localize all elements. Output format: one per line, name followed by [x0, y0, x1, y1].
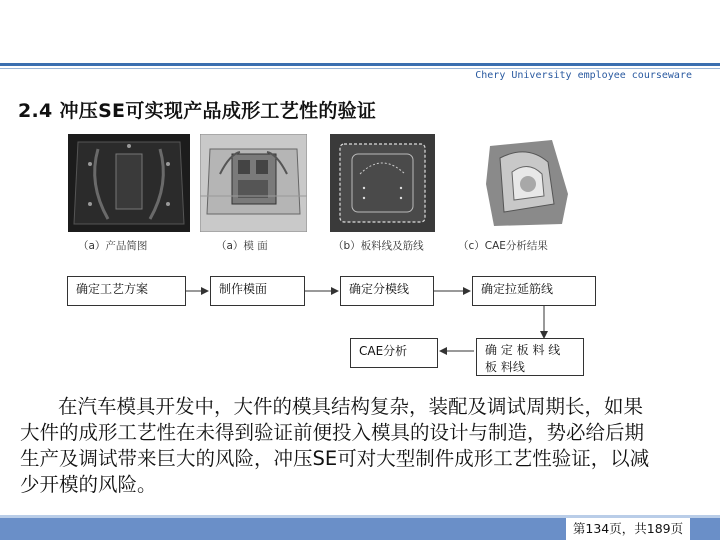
flow-step-blank-line: 确 定 板 料 线 板 料线 [476, 338, 584, 376]
flow-step-parting-line: 确定分模线 [340, 276, 434, 306]
flow-step-process-plan: 确定工艺方案 [67, 276, 186, 306]
figure-caption-product: （a）产品简图 [78, 240, 148, 252]
figure-caption-blank-line: （b）板料线及筋线 [333, 240, 424, 252]
page-number: 第134页，共189页 [566, 518, 690, 540]
slide-title: 2.4 冲压SE可实现产品成形工艺性的验证 [18, 100, 377, 122]
flow-step-cae: CAE分析 [350, 338, 438, 368]
flow-step-draw-bead: 确定拉延筋线 [472, 276, 596, 306]
flow-step-die-face: 制作模面 [210, 276, 305, 306]
figure-caption-cae: （c）CAE分析结果 [458, 240, 548, 252]
body-paragraph-text: 在汽车模具开发中，大件的模具结构复杂，装配及调试周期长，如果大件的成形工艺性在未得到验证前便投入模具的设计与制造，势必给后期生产及调试带来巨大的风险，冲压SE可对大型制件成形工艺性验证，以减少开模的风险。 [20, 395, 650, 496]
body-paragraph [20, 394, 660, 498]
header-org-text: Chery University employee courseware [475, 70, 692, 81]
figure-caption-die-face: （a）模 面 [216, 240, 268, 252]
